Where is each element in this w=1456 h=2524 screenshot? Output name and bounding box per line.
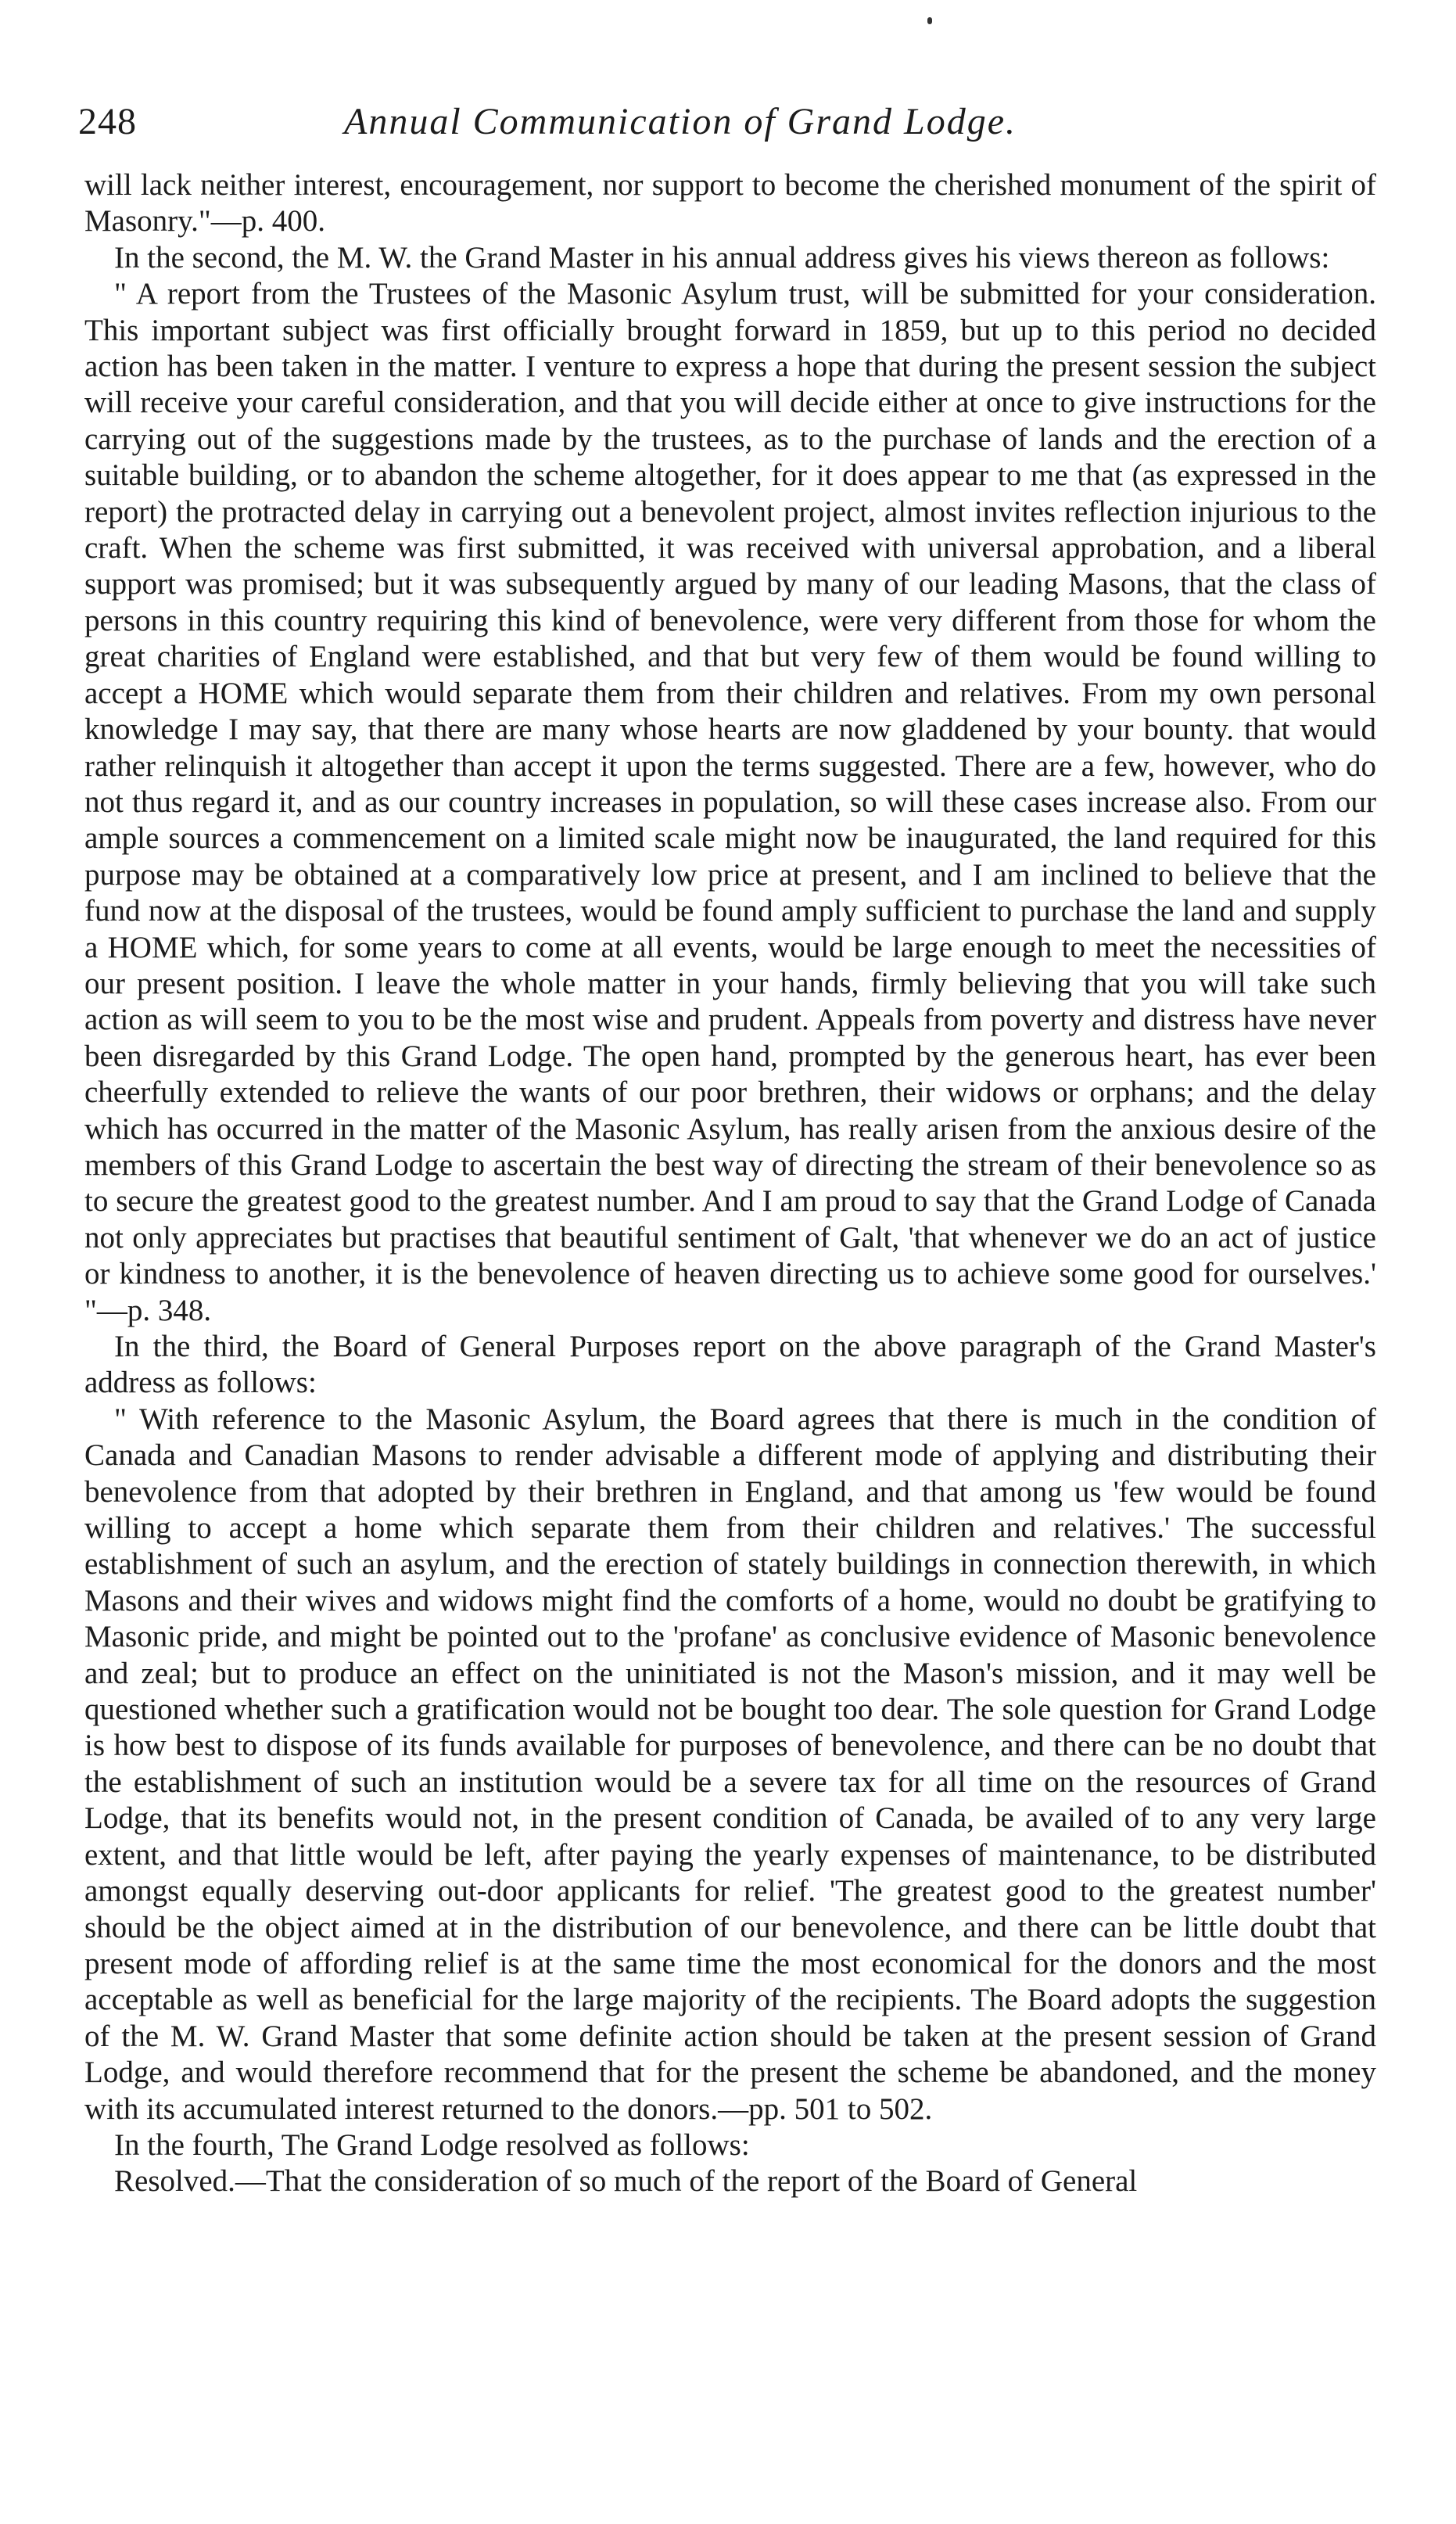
page-number: 248 (78, 101, 137, 142)
body-text (84, 167, 1376, 2200)
running-title: Annual Communication of Grand Lodge. (344, 101, 1017, 142)
paragraph-fourth: In the fourth, The Grand Lodge resolved as follows: (114, 2127, 750, 2162)
paragraph-continuation: will lack neither interest, encouragement, nor support to become the cherished monument of the spirit of Masonry."—p. 400. (84, 168, 1376, 239)
paragraph-second: In the second, the M. W. the Grand Master in his annual address gives his views thereon as follows: (114, 240, 1330, 275)
paragraph-grand-master-quote: " A report from the Trustees of the Masonic Asylum trust, will be submitted for your consideration. This important subject was first officially brought forward in 1859, but up to this period no decided action has been taken in the matter. I venture to express a hope that during the present session the subject will receive your careful consideration, and that you will decide either at once to give instructions for the carrying out of the suggestions made by the trustees, as to the purchase of lands and the erection of a suitable building, or to abandon the scheme altogether, for it does appear to me that (as expressed in the report) the protracted delay in carrying out a benevolent project, almost invites reflection injurious to the craft. When the scheme was first submitted, it was received with universal approbation, and a liberal support was promised; but it was subsequently argued by many of our leading Masons, that the class of persons in this country requiring this kind of benevolence, were very different from those for whom the great charities of England were established, and that but very few of them would be found willing to accept a HOME which would separate them from their children and relatives. From my own personal knowledge I may say, that there are many whose hearts are now gladdened by your bounty. that would rather relinquish it altogether than accept it upon the terms suggested. There are a few, however, who do not thus regard it, and as our country increases in population, so will these cases increase also. From our ample sources a commencement on a limited scale might now be inaugurated, the land required for this purpose may be obtained at a comparatively low price at present, and I am inclined to believe that the fund now at the disposal of the trustees, would be found amply sufficient to purchase the land and supply a HOME which, for some years to come at all events, would be large enough to meet the necessities of our present position. I leave the whole matter in your hands, firmly believing that you will take such action as will seem to you to be the most wise and prudent. Appeals from poverty and distress have never been disregarded by this Grand Lodge. The open hand, prompted by the generous heart, has ever been cheerfully extended to relieve the wants of our poor brethren, their widows or orphans; and the delay which has occurred in the matter of the Masonic Asylum, has really arisen from the anxious desire of the members of this Grand Lodge to ascertain the best way of directing the stream of their benevolence so as to secure the greatest good to the greatest number. And I am proud to say that the Grand Lodge of Canada not only appreciates but practises that beautiful sentiment of Galt, 'that whenever we do an act of justice or kindness to another, it is the benevolence of heaven directing us to achieve some good for ourselves.' "—p. 348. (84, 277, 1376, 1327)
paragraph-resolved: Resolved.—That the consideration of so much of the report of the Board of General (114, 2164, 1138, 2199)
paragraph-third: In the third, the Board of General Purposes report on the above paragraph of the Grand Master's address as follows: (84, 1330, 1376, 1400)
ink-speck (927, 17, 932, 24)
page-header (78, 100, 1376, 147)
paragraph-board-quote: " With reference to the Masonic Asylum, the Board agrees that there is much in the condition of Canada and Canadian Masons to render advisable a different mode of applying and distributing their benevolence from that adopted by their brethren in England, and that among us 'few would be found willing to accept a home which separate them from their children and relatives.' The successful establishment of such an asylum, and the erection of stately buildings in connection therewith, in which Masons and their wives and widows might find the comforts of a home, would no doubt be gratifying to Masonic pride, and might be pointed out to the 'profane' as conclusive evidence of Masonic benevolence and zeal; but to produce an effect on the uninitiated is not the Mason's mission, and it may well be questioned whether such a gratification would not be bought too dear. The sole question for Grand Lodge is how best to dispose of its funds available for purposes of benevolence, and there can be no doubt that the establishment of such an institution would be a severe tax for all time on the resources of Grand Lodge, that its benefits would not, in the present condition of Canada, be availed of to any very large extent, and that little would be left, after paying the yearly expenses of maintenance, to be distributed amongst equally deserving out-door applicants for relief. 'The greatest good to the greatest number' should be the object aimed at in the distribution of our benevolence, and there can be little doubt that present mode of affording relief is at the same time the most economical for the donors and the most acceptable as well as beneficial for the large majority of the recipients. The Board adopts the suggestion of the M. W. Grand Master that some definite action should be taken at the present session of Grand Lodge, and would therefore recommend that for the present the scheme be abandoned, and the money with its accumulated interest returned to the donors.—pp. 501 to 502. (84, 1402, 1376, 2126)
